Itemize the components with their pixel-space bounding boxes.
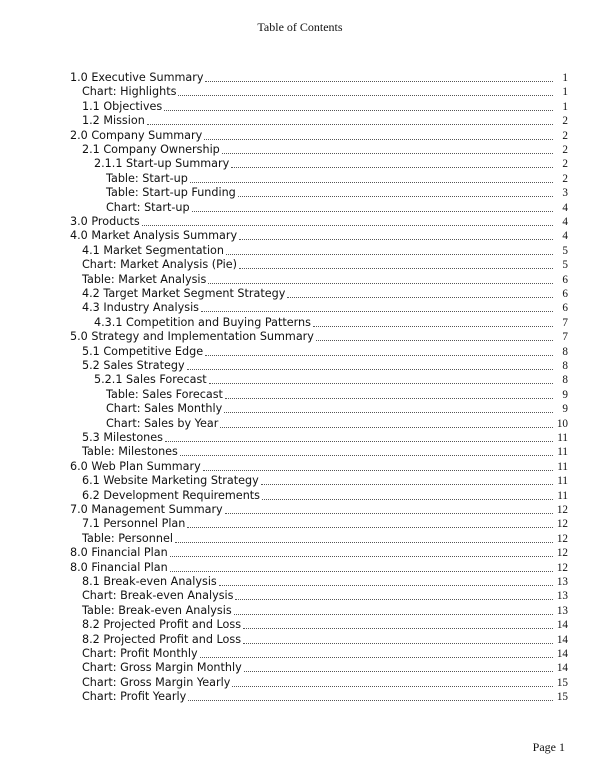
toc-entry-page-number: 1 [562,100,568,113]
toc-entry-page-number: 6 [562,302,568,315]
toc-entry-page-number: 7 [562,316,568,329]
dot-leader [235,599,553,600]
toc-entry-label: 4.0 Market Analysis Summary [70,229,238,243]
toc-entry-label: 7.1 Personnel Plan [82,517,186,531]
toc-entry[interactable] [0,589,600,603]
toc-entry[interactable] [0,618,600,632]
toc-entry[interactable] [0,316,600,330]
toc-entry[interactable] [0,301,600,315]
toc-entry-label: 1.2 Mission [82,114,145,128]
dot-leader [239,239,553,240]
toc-entry[interactable] [0,157,600,171]
dot-leader [192,211,553,212]
toc-entry-page-number: 9 [562,388,568,401]
toc-entry[interactable] [0,258,600,272]
dot-leader [224,412,553,413]
dot-leader [232,686,553,687]
toc-entry-page-number: 4 [562,216,568,228]
toc-entry-label: Chart: Highlights [82,85,177,99]
toc-entry-label: Table: Market Analysis [82,272,207,286]
toc-entry[interactable] [0,172,600,186]
toc-entry-page-number: 12 [556,504,568,516]
dot-leader [316,340,553,341]
toc-entry-page-number: 14 [556,633,568,646]
dot-leader [142,225,553,226]
toc-entry-label: 5.3 Milestones [82,431,163,444]
toc-entry[interactable] [0,460,600,474]
dot-leader [205,81,553,82]
dot-leader [243,643,553,644]
toc-entry-label: Table: Break-even Analysis [82,603,232,617]
toc-entry-label: 5.1 Competitive Edge [82,344,204,358]
toc-entry-page-number: 13 [556,604,568,617]
toc-entry-label: 2.1.1 Start-up Summary [94,157,230,171]
toc-entry[interactable] [0,445,600,459]
toc-entry-page-number: 2 [562,129,568,142]
toc-entry-label: Chart: Gross Margin Monthly [82,661,242,675]
dot-leader [187,527,553,528]
dot-leader [190,182,553,183]
toc-entry-page-number: 12 [556,532,568,545]
toc-entry[interactable] [0,417,600,431]
toc-entry-page-number: 1 [562,72,568,84]
toc-entry-label: 6.0 Web Plan Summary [70,459,201,473]
toc-entry[interactable] [0,561,600,575]
toc-entry-label: 1.1 Objectives [82,99,163,113]
dot-leader [165,441,553,442]
toc-entry-page-number: 10 [556,417,568,430]
dot-leader [187,369,553,370]
toc-entry[interactable] [0,330,600,344]
toc-entry-label: 4.3 Industry Analysis [82,301,200,315]
toc-entry[interactable] [0,186,600,200]
toc-entry-page-number: 11 [557,460,568,473]
toc-entry-label: Chart: Break-even Analysis [82,589,234,603]
toc-entry-page-number: 7 [562,331,568,344]
toc-entry[interactable] [0,373,600,387]
toc-entry[interactable] [0,71,600,85]
toc-entry-page-number: 11 [557,446,568,459]
toc-entry-page-number: 6 [562,288,568,300]
toc-entry[interactable] [0,359,600,373]
toc-entry-page-number: 9 [562,403,568,416]
toc-entry[interactable] [0,244,600,258]
dot-leader [164,110,553,111]
toc-entry-label: Table: Personnel [82,531,173,545]
toc-entry-page-number: 8 [562,374,568,387]
dot-leader [219,585,553,586]
toc-entry-page-number: 12 [556,561,568,574]
toc-entry[interactable] [0,273,600,287]
toc-entry-label: 4.3.1 Competition and Buying Patterns [94,315,311,329]
dot-leader [239,268,553,269]
toc-entry-page-number: 2 [562,158,568,171]
toc-entry-label: 8.2 Projected Profit and Loss [82,618,242,632]
dot-leader [244,671,553,672]
toc-entry-page-number: 5 [562,244,568,257]
toc-entry-page-number: 11 [557,432,568,444]
toc-entry[interactable] [0,215,600,229]
dot-leader [243,628,553,629]
dot-leader [188,700,553,701]
toc-entry-page-number: 2 [562,115,568,128]
toc-entry-label: 2.0 Company Summary [70,128,203,142]
toc-entry-page-number: 5 [562,259,568,272]
toc-entry-page-number: 14 [556,648,568,660]
toc-entry-label: 2.1 Company Ownership [82,143,220,156]
toc-entry-label: Chart: Profit Monthly [82,647,198,660]
dot-leader [225,513,553,514]
dot-leader [200,657,553,658]
toc-entry-label: 5.2 Sales Strategy [82,359,185,372]
toc-entry-label: 8.0 Financial Plan [70,546,168,560]
toc-entry-label: Chart: Start-up [106,200,190,214]
toc-entry-page-number: 8 [562,345,568,358]
toc-entry[interactable] [0,431,600,445]
toc-entry-page-number: 1 [562,86,568,99]
toc-entry[interactable] [0,575,600,589]
toc-entry-page-number: 14 [556,662,568,675]
toc-entry-page-number: 12 [556,518,568,531]
toc-entry[interactable] [0,201,600,215]
toc-entry-page-number: 12 [556,547,568,560]
toc-entry-label: Chart: Sales by Year [106,416,219,430]
dot-leader [170,556,553,557]
dot-leader [262,499,553,500]
toc-entry[interactable] [0,129,600,143]
toc-entry[interactable] [0,229,600,243]
dot-leader [313,326,553,327]
toc-entry-label: 8.2 Projected Profit and Loss [82,632,242,646]
toc-entry[interactable] [0,676,600,690]
dot-leader [147,124,553,125]
toc-entry-page-number: 2 [562,144,568,156]
toc-entry-label: Chart: Gross Margin Yearly [82,675,231,689]
dot-leader [180,455,553,456]
toc-entry-page-number: 6 [562,273,568,286]
toc-entry-page-number: 11 [557,475,568,488]
toc-entry-page-number: 14 [556,619,568,632]
toc-entry[interactable] [0,85,600,99]
toc-entry-label: Chart: Profit Yearly [82,690,187,704]
dot-leader [204,139,553,140]
toc-entry[interactable] [0,402,600,416]
dot-leader [178,95,553,96]
toc-entry-label: 4.1 Market Segmentation [82,243,224,257]
toc-entry-page-number: 13 [556,576,568,588]
toc-entry-label: Table: Sales Forecast [106,387,223,401]
toc-entry-label: 1.0 Executive Summary [70,71,204,84]
toc-entry-label: Table: Start-up [106,171,188,185]
toc-entry-page-number: 15 [556,691,568,704]
toc-entry[interactable] [0,388,600,402]
toc-entry-label: 5.2.1 Sales Forecast [94,373,207,387]
dot-leader [234,614,553,615]
toc-entry-page-number: 8 [562,360,568,372]
toc-entry[interactable] [0,604,600,618]
toc-entry[interactable] [0,690,600,704]
toc-entry[interactable] [0,100,600,114]
toc-entry-label: 8.1 Break-even Analysis [82,575,217,588]
toc-entry[interactable] [0,661,600,675]
toc-entry[interactable] [0,546,600,560]
toc-entry-label: Chart: Sales Monthly [106,402,223,416]
dot-leader [231,167,553,168]
page-number-footer: Page 1 [532,740,565,754]
toc-entry[interactable] [0,143,600,157]
dot-leader [226,254,553,255]
toc-entry-label: 4.2 Target Market Segment Strategy [82,287,286,300]
dot-leader [208,283,553,284]
toc-entry-page-number: 15 [556,676,568,689]
dot-leader [225,398,553,399]
dot-leader [287,297,553,298]
toc-entry-label: Chart: Market Analysis (Pie) [82,258,237,272]
toc-entry[interactable] [0,503,600,517]
toc-entry[interactable] [0,287,600,301]
toc-entry-label: Table: Start-up Funding [106,186,236,200]
dot-leader [222,153,553,154]
toc-entry-page-number: 3 [562,187,568,200]
toc-entry-page-number: 4 [562,201,568,214]
toc-entry-label: 7.0 Management Summary [70,503,223,516]
dot-leader [201,311,553,312]
dot-leader [175,542,553,543]
toc-entry[interactable] [0,474,600,488]
toc-entry-page-number: 2 [562,172,568,185]
page-title: Table of Contents [257,20,343,34]
toc-entry[interactable] [0,345,600,359]
toc-entry-label: 6.1 Website Marketing Strategy [82,474,259,488]
toc-entry-label: 6.2 Development Requirements [82,488,260,502]
toc-entry-label: Table: Milestones [82,445,178,459]
dot-leader [205,355,553,356]
toc-entry-page-number: 13 [556,590,568,603]
dot-leader [220,427,553,428]
toc-entry[interactable] [0,633,600,647]
toc-entry-label: 8.0 Financial Plan [70,560,168,574]
dot-leader [170,571,553,572]
toc-entry[interactable] [0,532,600,546]
toc-entry-label: 3.0 Products [70,215,140,228]
toc-entry[interactable] [0,517,600,531]
dot-leader [261,484,553,485]
toc-entry-label: 5.0 Strategy and Implementation Summary [70,330,314,344]
dot-leader [209,383,553,384]
toc-entry[interactable] [0,647,600,661]
dot-leader [238,196,553,197]
toc-entry[interactable] [0,489,600,503]
toc-entry-page-number: 4 [562,230,568,243]
toc-entry[interactable] [0,114,600,128]
dot-leader [203,470,553,471]
toc-entry-page-number: 11 [557,489,568,502]
